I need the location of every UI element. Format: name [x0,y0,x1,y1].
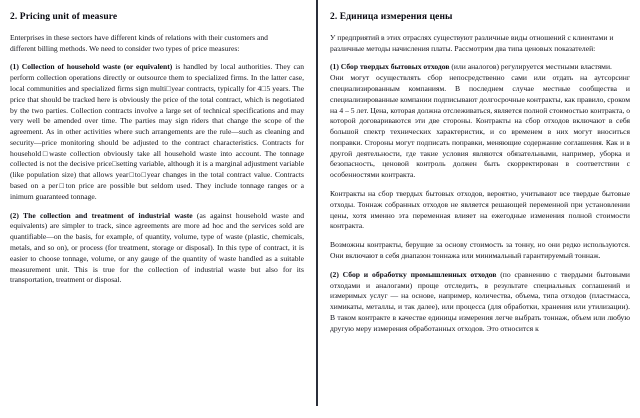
left-column-english [10,0,304,294]
right-paragraph-item-1-head [330,62,630,73]
left-section-heading: 2. Pricing unit of measure [10,12,118,22]
right-paragraph-intro-a: У предприятий в этих отраслях существуют различные виды отношений с клиентами и [330,32,614,42]
left-item-1-lead: (1) Collection of household waste (or equivalent) [10,62,173,72]
right-section-heading: 2. Единица измерения цены [330,12,453,22]
left-paragraph-intro-a: Enterprises in these sectors have different kinds of relations with their customers and [10,32,268,42]
column-divider [316,0,318,406]
right-paragraph-item-1-extra: Контракты на сбор твердых бытовых отходов, вероятно, учитывают все твердые бытовые отходы. Тоннаж собранных отходов не является решающей переменной при установлении цены, хотя именно эта переменная влияет на ежегодные изменения полной стоимости контракта. [330,189,630,231]
left-item-2-body: (as against household waste and equivalents) are simpler to track, since agreements are more ad hoc and the services sold are quantifiable—on the basis, for example, of quantity, volume, type of waste (plastic, chemicals, metals, and so on), or process (for treatment, storage or disposal). In this type of contract, it is easier to choose tonnage, volume, or any gauge of the quantity of waste handled as a suitable measurement unit. This is true for the collection of industrial waste but also for its transportation, treatment or disposal. [10,210,305,285]
right-item-2-body: (по сравнению с твердыми бытовыми отходами и аналогами) проще отследить, в результате специальных соглашений и измеримых услуг — на основе, например, количества, объема, типа отходов (пластмасса, химикаты, металлы, и так далее), или процесса (для обработки, хранения или утилизации). В таком контракте в качестве единицы измерения легче выбрать тоннаж, объем или любую другую меру измерения обработанных отходов. Это относится к [330,269,630,333]
left-paragraph-item-2 [10,211,304,286]
left-paragraph-intro-b: different billing methods. We need to consider two types of price measures: [10,43,240,53]
left-paragraph-item-1 [10,62,304,202]
right-paragraph-intro-b: различные методы начисления платы. Рассмотрим два типа ценовых показателей: [330,43,596,53]
right-paragraph-item-1-extra2: Возможны контракты, берущие за основу стоимость за тонну, но они редко используются. Они включают в себя диапазон тоннажа или минимальный гарантируемый тоннаж. [330,240,630,260]
left-item-1-body: is handled by local authorities. They can perform collection operations directly or outsource them to specialized firms. In the latter case, local communities and specialized firms sign multi□year contracts, typically for 4□5 years. The price that should be tracked here is obviously the price of the total contract, which is negotiated by the two parties. Collection contracts involve a large set of technical specifications and may very well be amended over time. The parties may sign riders that change the scope of the agreement. As in other activities where such arrangements are the rule—such as cleaning and security—price monitoring should be adjusted to the contract characteristics. Contracts for household□waste collection obviously take all household waste into account. The tonnage collected is not the decisive price□setting variable, although it is a marginal adjustment variable (like population size) that allows year□to□year changes in the total contract value. Contracts based on a per□ton price are possible but seldom used. They include tonnage ranges or a inimum guaranteed tonnage. [10,62,305,201]
right-item-1-head-body: (или аналогов) регулируется местными властями. [449,62,612,72]
right-paragraph-item-2 [330,270,630,335]
right-column-russian [330,0,630,342]
right-item-2-lead: (2) Сбор и обработку промышленных отходов [330,269,497,279]
left-item-2-lead: (2) The collection and treatment of industrial waste [10,210,193,220]
right-paragraph-item-1-body: Они могут осуществлять сбор непосредственно сами или отдать на аутсорсинг специализированным компаниям. В последнем случае местные сообщества и специализированные компании подписывают долгосрочные контракты, как правило, сроком на 4 – 5 лет. Цена, которая должна отслеживаться, является полной стоимостью контракта, о которой договариваются эти две стороны. Контракты на сбор отходов включают в себя большой спектр технических характеристик, и со временем в них могут вноситься поправки. Стороны могут подписать поправки, меняющие содержание соглашения. Как и в другой деятельности, где такие условия являются обязательными, например, уборка и безопасность, ценовой контроль должен быть скорректирован в соответствии с особенностями контракта. [330,73,630,180]
right-item-1-lead: (1) Сбор твердых бытовых отходов [330,62,450,72]
